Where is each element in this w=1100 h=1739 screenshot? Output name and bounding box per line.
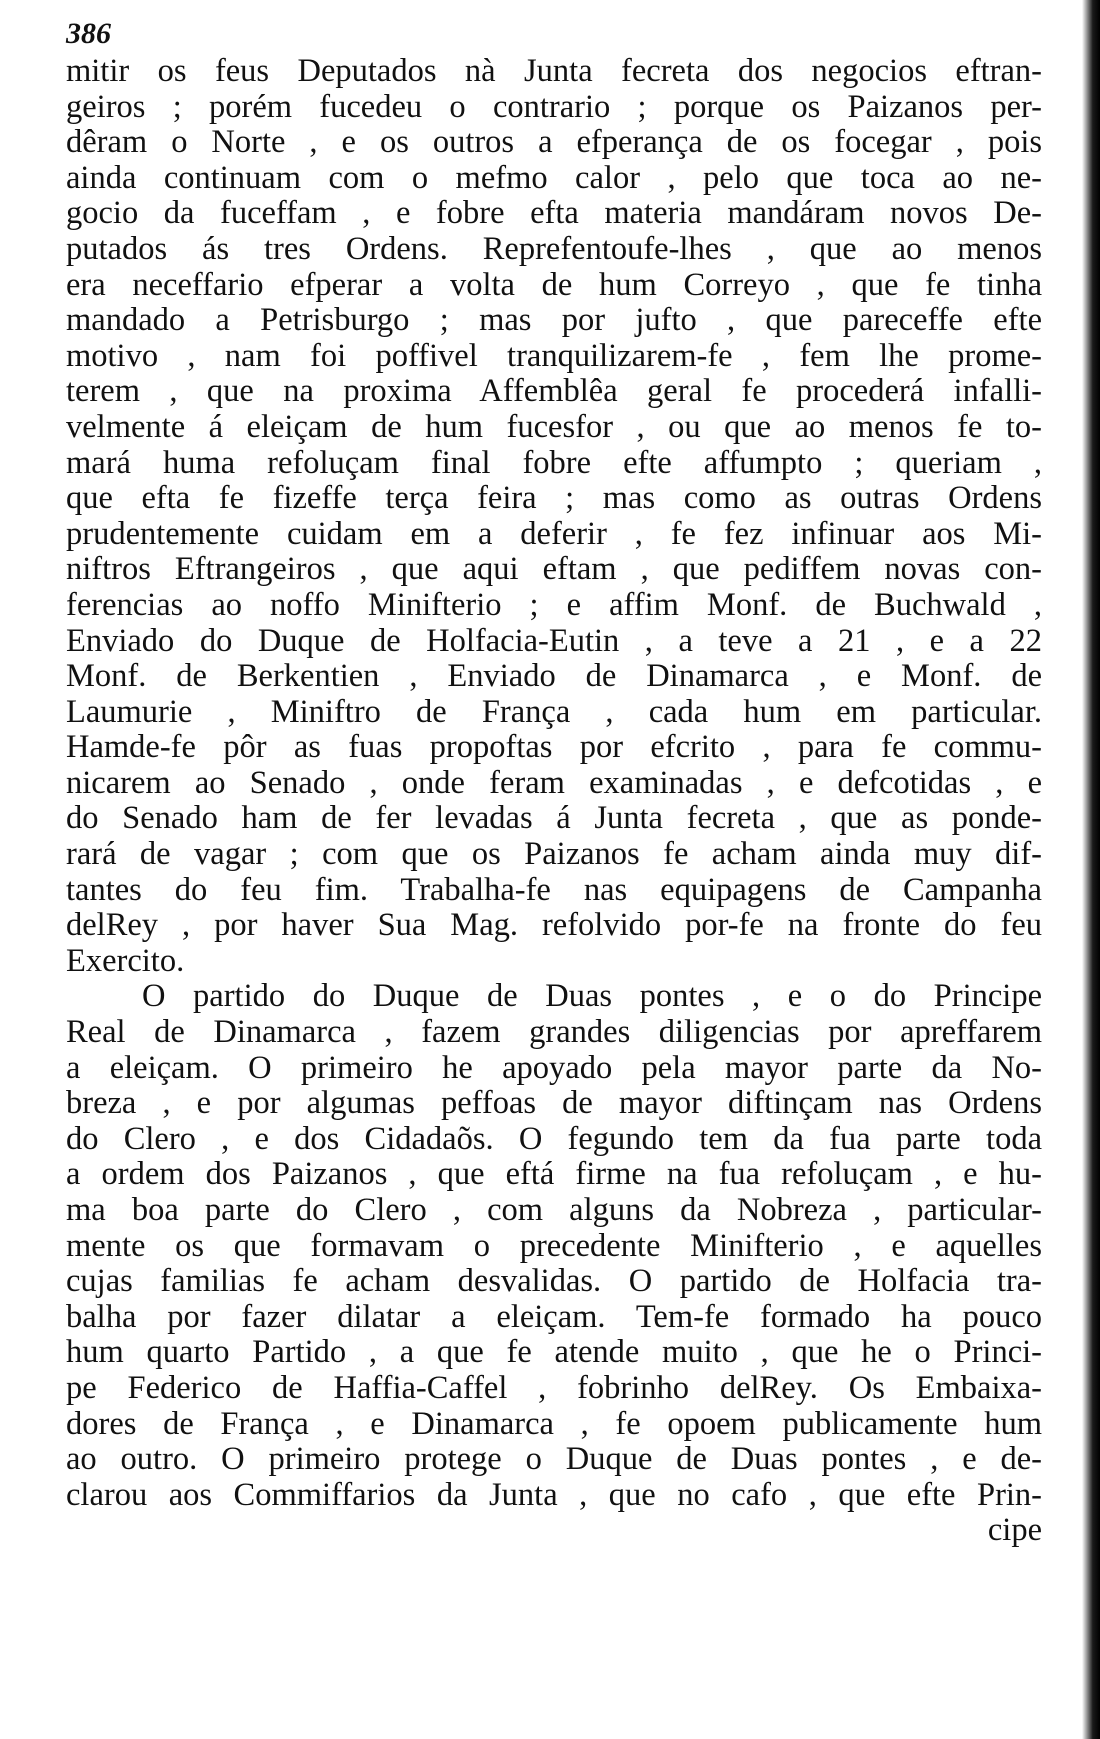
text-line: ao outro. O primeiro protege o Duque de Duas pontes , e de- (66, 1441, 1042, 1478)
text-line: terem , que na proxima Affemblêa geral fe procederá infalli- (66, 373, 1042, 410)
text-line: velmente á eleiçam de hum fucesfor , ou que ao menos fe to- (66, 408, 1042, 445)
body-text (66, 54, 1042, 1549)
text-line: gocio da fuceffam , e fobre efta materia mandáram novos De- (66, 195, 1042, 232)
text-line: mitir os feus Deputados nà Junta fecreta dos negocios eftran- (66, 53, 1042, 89)
text-line: ferencias ao noffo Minifterio ; e affim Monf. de Buchwald , (66, 586, 1042, 623)
catchword: cipe (987, 1512, 1042, 1549)
text-line: prudentemente cuidam em a deferir , fe fez infinuar aos Mi- (66, 515, 1042, 552)
text-line: rará de vagar ; com que os Paizanos fe acham ainda muy dif- (66, 836, 1042, 873)
text-line: Exercito. (66, 942, 185, 979)
text-line: a ordem dos Paizanos , que eftá firme na fua refoluçam , e hu- (66, 1156, 1042, 1193)
text-line: Hamde-fe pôr as fuas propoftas por efcrito , para fe commu- (66, 729, 1042, 766)
text-line: era neceffario efperar a volta de hum Correyo , que fe tinha (66, 266, 1042, 303)
text-line: ainda continuam com o mefmo calor , pelo que toca ao ne- (66, 159, 1042, 196)
text-line: Laumurie , Miniftro de França , cada hum em particular. (66, 693, 1042, 730)
text-line: tantes do feu fim. Trabalha-fe nas equipagens de Campanha (66, 871, 1042, 908)
text-line: hum quarto Partido , a que fe atende muito , que he o Princi- (66, 1334, 1042, 1371)
page-number: 386 (66, 17, 111, 50)
text-line: do Clero , e dos Cidadaõs. O fegundo tem da fua parte toda (66, 1120, 1042, 1157)
text-line: que efta fe fizeffe terça feira ; mas como as outras Ordens (66, 480, 1042, 517)
text-line: nicarem ao Senado , onde feram examinadas , e defcotidas , e (66, 764, 1042, 801)
text-line: motivo , nam foi poffivel tranquilizarem-fe , fem lhe prome- (66, 337, 1042, 374)
text-line: pe Federico de Haffia-Caffel , fobrinho delRey. Os Embaixa- (66, 1369, 1042, 1406)
text-line: delRey , por haver Sua Mag. refolvido por-fe na fronte do feu (66, 907, 1042, 944)
text-line: geiros ; porém fucedeu o contrario ; porque os Paizanos per- (66, 88, 1042, 125)
text-line: a eleiçam. O primeiro he apoyado pela mayor parte da No- (66, 1049, 1042, 1086)
text-line: dores de França , e Dinamarca , fe opoem publicamente hum (66, 1405, 1042, 1442)
text-line: mente os que formavam o precedente Minifterio , e aquelles (66, 1227, 1042, 1264)
text-line: mará huma refoluçam final fobre efte affumpto ; queriam , (66, 444, 1042, 481)
page-edge-shadow (1082, 0, 1100, 1739)
text-line: Monf. de Berkentien , Enviado de Dinamarca , e Monf. de (66, 658, 1042, 695)
text-line: Real de Dinamarca , fazem grandes diligencias por apreffarem (66, 1014, 1042, 1051)
text-line: do Senado ham de fer levadas á Junta fecreta , que as ponde- (66, 800, 1042, 837)
text-line: mandado a Petrisburgo ; mas por jufto , que pareceffe efte (66, 302, 1042, 339)
text-line: Enviado do Duque de Holfacia-Eutin , a teve a 21 , e a 22 (66, 622, 1042, 659)
text-line: putados ás tres Ordens. Reprefentoufe-lhes , que ao menos (66, 230, 1042, 267)
text-line: ma boa parte do Clero , com alguns da Nobreza , particular- (66, 1192, 1042, 1228)
text-line: cujas familias fe acham desvalidas. O partido de Holfacia tra- (66, 1263, 1042, 1300)
text-line: breza , e por algumas peffoas de mayor diftinçam nas Ordens (66, 1085, 1042, 1122)
text-line: niftros Eftrangeiros , que aqui eftam , que pediffem novas con- (66, 551, 1042, 588)
text-line: dêram o Norte , e os outros a efperança de os focegar , pois (66, 124, 1042, 161)
text-line: balha por fazer dilatar a eleiçam. Tem-fe formado ha pouco (66, 1298, 1042, 1335)
text-line: clarou aos Commiffarios da Junta , que no cafo , que efte Prin- (66, 1476, 1042, 1513)
text-line: O partido do Duque de Duas pontes , e o do Principe (142, 978, 1042, 1015)
